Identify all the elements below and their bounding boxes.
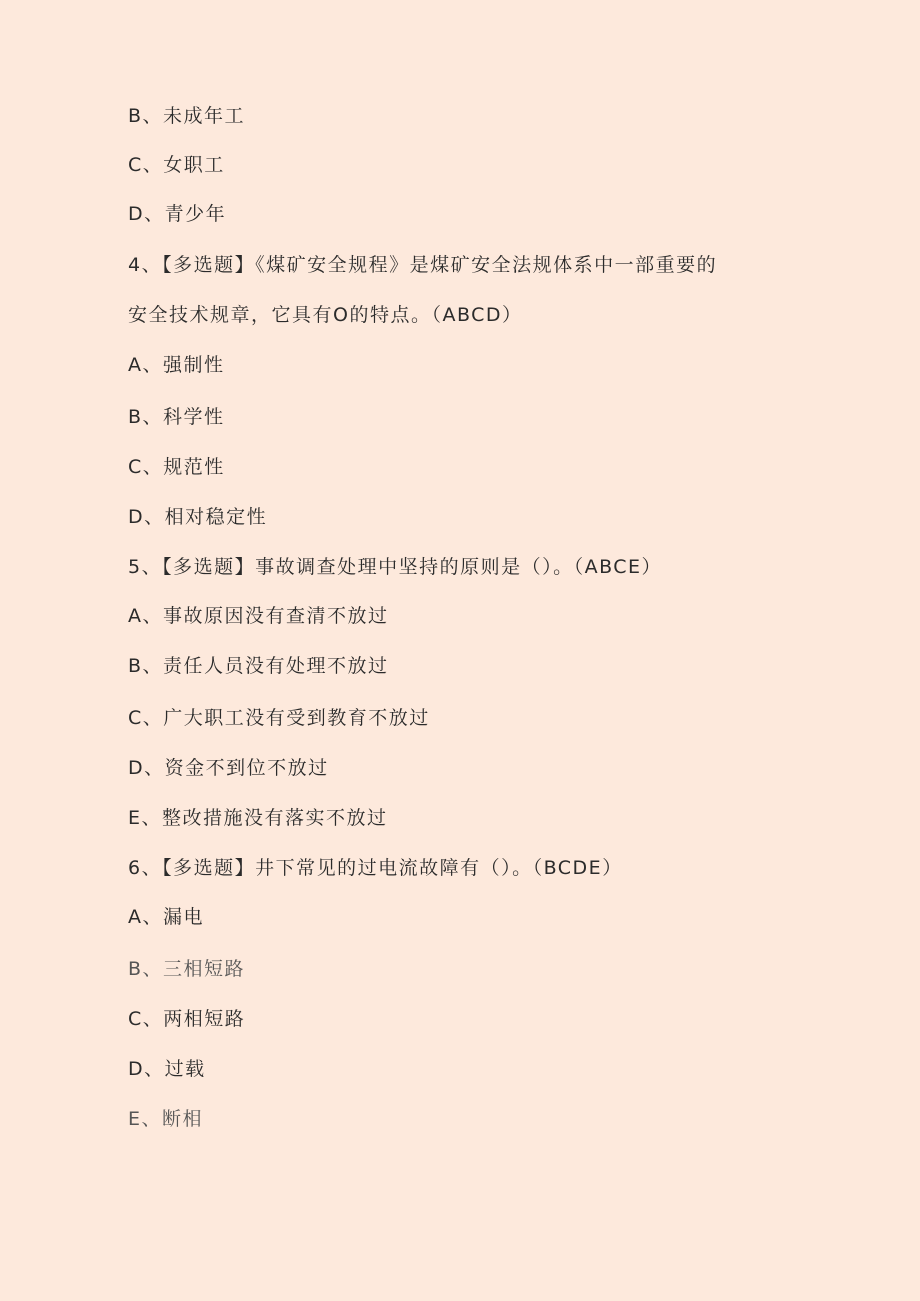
option-line: C、规范性 — [128, 456, 225, 478]
option-line: A、强制性 — [128, 354, 225, 376]
question-line: 4、【多选题】《煤矿安全规程》是煤矿安全法规体系中一部重要的 — [128, 254, 718, 276]
option-line: E、整改措施没有落实不放过 — [128, 807, 388, 829]
option-line: C、广大职工没有受到教育不放过 — [128, 707, 430, 729]
option-line: B、未成年工 — [128, 105, 246, 127]
question-line: 安全技术规章，它具有O的特点。（ABCD） — [128, 304, 523, 326]
question-line: 6、【多选题】井下常见的过电流故障有（）。（BCDE） — [128, 857, 623, 879]
option-line: C、两相短路 — [128, 1008, 246, 1030]
option-line: D、过载 — [128, 1058, 206, 1080]
option-line: D、相对稳定性 — [128, 506, 268, 528]
option-line: D、资金不到位不放过 — [128, 757, 329, 779]
option-line: A、漏电 — [128, 906, 204, 928]
option-line: E、断相 — [128, 1108, 204, 1130]
option-line: B、责任人员没有处理不放过 — [128, 655, 389, 677]
option-line: B、科学性 — [128, 406, 225, 428]
option-line: B、三相短路 — [128, 958, 246, 980]
question-line: 5、【多选题】事故调查处理中坚持的原则是（）。（ABCE） — [128, 556, 663, 578]
option-line: A、事故原因没有查清不放过 — [128, 605, 389, 627]
option-line: C、女职工 — [128, 154, 225, 176]
option-line: D、青少年 — [128, 203, 227, 225]
